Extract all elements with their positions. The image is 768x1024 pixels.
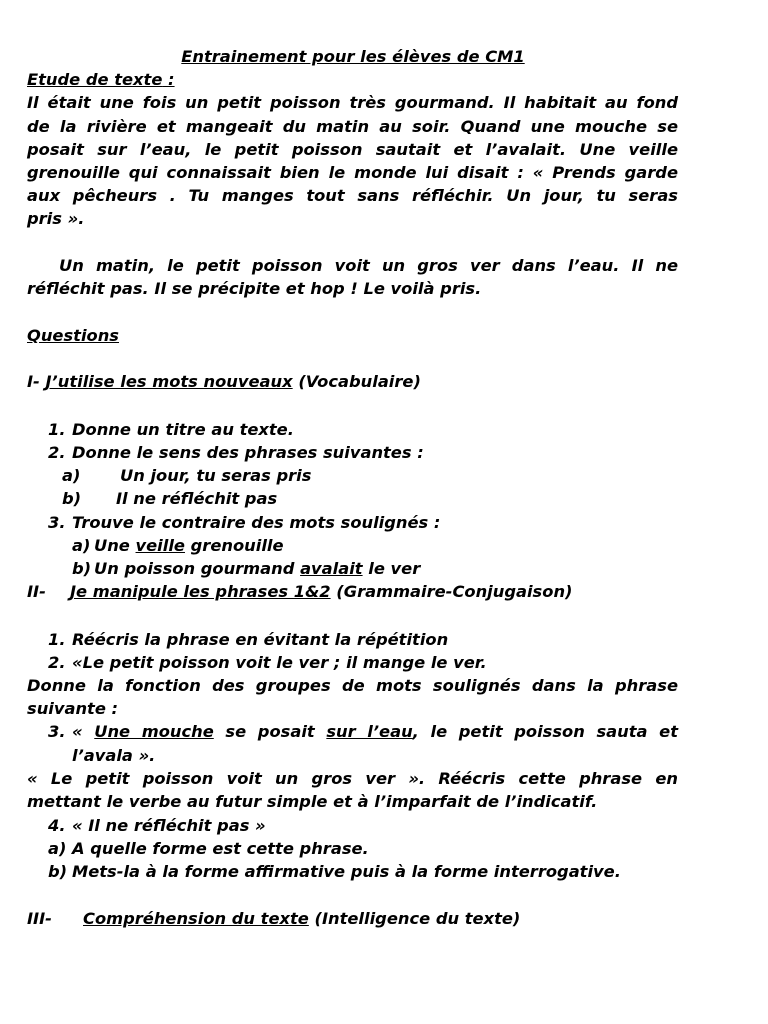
sub-item-label: b) [48, 862, 68, 881]
sub-item-label: b) [72, 559, 92, 578]
section1-note: (Vocabulaire) [298, 372, 421, 391]
passage1-line: de la rivière et mangeait du matin au soir. Quand une mouche se [27, 117, 678, 136]
section2-heading-text [70, 580, 572, 603]
sub-item-text-before: Une [94, 536, 130, 555]
section2-numeral: II- [27, 582, 46, 601]
passage1-last-line: pris ». [27, 209, 85, 228]
list-item [48, 720, 66, 743]
questions-heading-line [27, 324, 119, 347]
item-text: Trouve le contraire des mots soulignés : [72, 513, 441, 532]
section2-heading [27, 580, 573, 603]
passage2-line: Un matin, le petit poisson voit un gros ver dans l’eau. Il ne [59, 256, 678, 275]
sub-item-text-after: grenouille [190, 536, 284, 555]
underlined-word: veille [135, 536, 185, 555]
item-text: « Il ne réfléchit pas » [72, 816, 266, 835]
sub-item-text [94, 557, 420, 580]
item-text: Réécris la phrase en évitant la répétition [72, 630, 449, 649]
section1-title: J’utilise les mots nouveaux [45, 372, 293, 391]
section3-note: (Intelligence du texte) [314, 909, 521, 928]
document-title: Entrainement pour les élèves de CM1 [181, 47, 525, 66]
sub-item-text: Un jour, tu seras pris [120, 466, 312, 485]
list-item [48, 651, 487, 674]
sub-item-label: b) [62, 489, 82, 508]
item-number: 2. [48, 443, 66, 462]
sub-item-text-after: le ver [368, 559, 421, 578]
item-number: 1. [48, 420, 66, 439]
sub-item-text: Il ne réfléchit pas [116, 489, 278, 508]
instruction-line: Donne la fonction des groupes de mots soulignés dans la phrase [27, 676, 678, 695]
list-item [48, 418, 294, 441]
item-number: 2. [48, 653, 66, 672]
section3-numeral: III- [27, 909, 52, 928]
sub-item [48, 837, 369, 860]
sub-item [72, 557, 421, 580]
passage1-line: grenouille qui connaissait bien le monde lui disait : « Prends garde [27, 163, 678, 182]
study-heading-line [27, 68, 175, 91]
underlined-group: sur l’eau [326, 722, 413, 741]
sub-item [62, 464, 312, 487]
section2-note: (Grammaire-Conjugaison) [336, 582, 573, 601]
item-number: 3. [48, 513, 66, 532]
item-text-continuation: l’avala ». [72, 746, 156, 765]
underlined-word: avalait [300, 559, 363, 578]
sub-item-text-before: Un poisson gourmand [94, 559, 295, 578]
list-item [48, 441, 424, 464]
study-heading-colon: : [162, 70, 175, 89]
item-text: « Une mouche se posait sur l’eau, le petit poisson sauta et [72, 722, 678, 741]
list-item [48, 511, 441, 534]
sub-item-label: a) [72, 536, 91, 555]
passage1-line: posait sur l’eau, le petit poisson sautait et l’avalait. Une veille [27, 140, 678, 159]
sub-item-label: a) [62, 466, 81, 485]
passage1-line: Il était une fois un petit poisson très gourmand. Il habitait au fond [27, 93, 678, 112]
list-item [48, 814, 266, 837]
item-number: 4. [48, 816, 66, 835]
sub-item [48, 860, 621, 883]
passage2-line: réfléchit pas. Il se précipite et hop ! Le voilà pris. [27, 279, 482, 298]
section3-heading [27, 907, 521, 930]
section2-title: Je manipule les phrases 1&2 [70, 582, 331, 601]
item-text: Donne un titre au texte. [72, 420, 294, 439]
item-text-rest: , le petit poisson sauta et [412, 722, 678, 741]
item-number: 1. [48, 630, 66, 649]
study-heading: Etude de texte [27, 70, 163, 89]
quote-open: « [72, 722, 83, 741]
section1-heading [27, 370, 421, 393]
sub-item-text [94, 534, 284, 557]
item-number: 3. [48, 722, 66, 741]
sub-item-label: a) [48, 839, 67, 858]
rewrite-line: mettant le verbe au futur simple et à l’imparfait de l’indicatif. [27, 792, 598, 811]
list-item [48, 628, 449, 651]
sub-item [72, 534, 284, 557]
rewrite-line: « Le petit poisson voit un gros ver ». Réécris cette phrase en [27, 769, 678, 788]
section3-heading-text [83, 907, 520, 930]
item-text: Donne le sens des phrases suivantes : [72, 443, 424, 462]
passage1-line: aux pêcheurs . Tu manges tout sans réfléchir. Un jour, tu seras [27, 186, 678, 205]
section1-numeral: I- [27, 372, 40, 391]
item-text: «Le petit poisson voit le ver ; il mange le ver. [72, 653, 487, 672]
section3-title: Compréhension du texte [83, 909, 309, 928]
sub-item-text: A quelle forme est cette phrase. [72, 839, 369, 858]
instruction-line: suivante : [27, 699, 119, 718]
underlined-group: Une mouche [94, 722, 214, 741]
sub-item [62, 487, 278, 510]
document-title-line [0, 45, 706, 68]
questions-heading: Questions [27, 326, 119, 345]
sub-item-text: Mets-la à la forme affirmative puis à la forme interrogative. [72, 862, 621, 881]
